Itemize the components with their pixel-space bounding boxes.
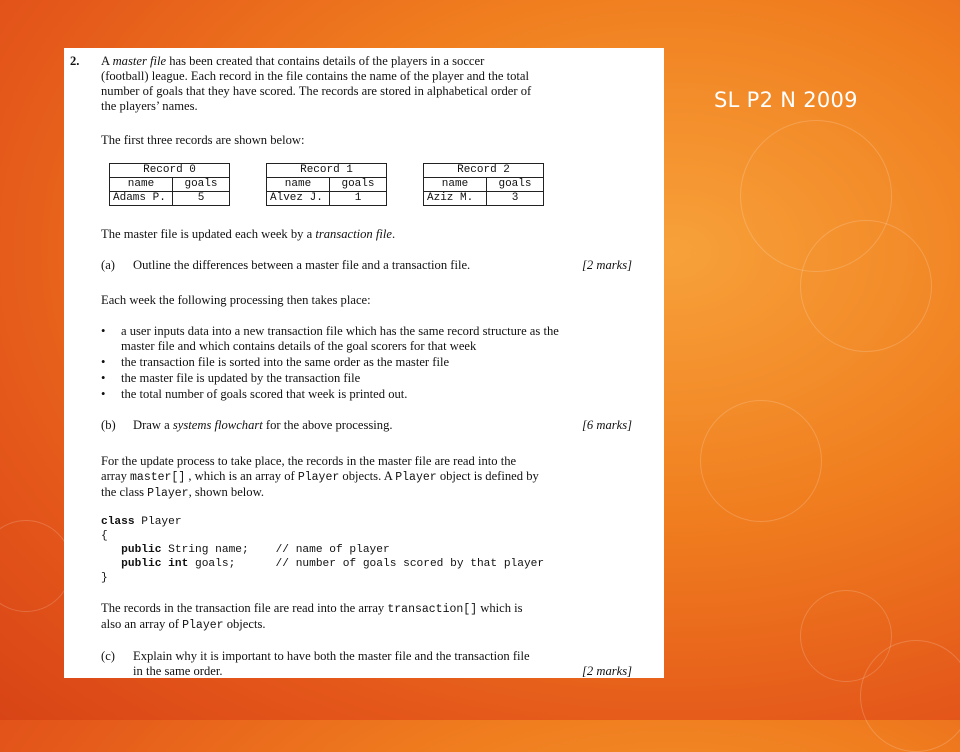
record-name: Adams P. (110, 192, 173, 206)
bullet-icon: • (101, 387, 106, 401)
record-table (109, 163, 230, 206)
player-class-code (101, 515, 544, 585)
update-statement: The master file is updated each week by a transaction file. (101, 227, 396, 241)
part-a-marks: [2 marks] (582, 258, 633, 272)
intro-line-4: the players’ names. (101, 99, 198, 113)
record-name: Aziz M. (424, 192, 487, 206)
decorative-circle (860, 640, 960, 752)
part-a-label: (a) (101, 258, 115, 272)
part-c-marks: [2 marks] (582, 664, 633, 678)
goals-header: goals (330, 178, 387, 192)
part-c-line-1: Explain why it is important to have both the master file and the transaction file (133, 649, 530, 663)
intro-line-2: (football) league. Each record in the file contains the name of the player and the total (101, 69, 530, 83)
goals-header: goals (487, 178, 544, 192)
code-line: class Player (101, 516, 182, 528)
part-c-label: (c) (101, 649, 115, 663)
decorative-circle (800, 220, 932, 352)
exam-question-document: 2. A master file has been created that contains details of the players in a soccer (football) league. Each record in the file contains the name of the player and the total number of goals that they have scored. The records are stored in alphabetical order of the players’ names. The first three records are shown below: Record 0 name goals Adams P. 5 Record 1 name goals Alvez J. 1 Record 2 name goals Aziz M. 3 The master file is updated each week by a transaction file. (a) Outline the differences between a master file and a transaction file. [2 marks] Each week the following processing then takes place: • a user inputs data into a new transaction file which has the same record structure as the master file and which contains details of the goal scorers for that week • the transaction file is sorted into the same order as the master file • the master file is updated by the transaction file • the total number of goals scored that week is printed out. (b) Draw a systems flowchart for the above processing. [6 marks] For the update process to take place, the records in the master file are read into the array master[] , which is an array of Player objects. A Player object is defined by the class Player, shown below. class Player { public String name; // name of player public int goals; // number of goals scored by that player } The records in the transaction file are read into the array transaction[] which is also an array of Player objects. (c) Explain why it is important to have both the master file and the transaction file in the same order. [2 marks] (64, 48, 664, 678)
code-line: { (101, 530, 108, 542)
code-line: public String name; // name of player (101, 544, 390, 556)
record-title: Record 2 (424, 164, 544, 178)
name-header: name (267, 178, 330, 192)
part-b-marks: [6 marks] (582, 418, 633, 432)
processing-intro: Each week the following processing then takes place: (101, 293, 371, 307)
transaction-paragraph: The records in the transaction file are read into the array transaction[] which is also an array of Player objects. (101, 601, 523, 632)
intro-line-3: number of goals that they have scored. The records are stored in alphabetical order of (101, 84, 532, 98)
slide-title: SL P2 N 2009 (714, 88, 858, 112)
record-goals: 3 (487, 192, 544, 206)
code-line: public int goals; // number of goals scored by that player (101, 558, 545, 570)
intro-paragraph (101, 54, 561, 114)
goals-header: goals (173, 178, 230, 192)
question-number: 2. (70, 54, 80, 68)
code-line: } (101, 572, 108, 584)
name-header: name (424, 178, 487, 192)
decorative-circle (700, 400, 822, 522)
record-title: Record 1 (267, 164, 387, 178)
decorative-circle (0, 520, 72, 612)
records-intro: The first three records are shown below: (101, 133, 305, 147)
name-header: name (110, 178, 173, 192)
record-goals: 1 (330, 192, 387, 206)
part-a-text: Outline the differences between a master file and a transaction file. (133, 258, 471, 272)
part-b-text: Draw a systems flowchart for the above processing. (133, 418, 393, 432)
record-name: Alvez J. (267, 192, 330, 206)
intro-line-1: A master file has been created that contains details of the players in a soccer (101, 54, 485, 68)
part-b-label: (b) (101, 418, 116, 432)
bullet-icon: • (101, 355, 106, 369)
part-c-line-2: in the same order. (133, 664, 223, 678)
record-table (266, 163, 387, 206)
update-process-paragraph: For the update process to take place, the records in the master file are read into the array master[] , which is an array of Player objects. A Player object is defined by the class Player, shown below. (101, 454, 539, 500)
record-table (423, 163, 544, 206)
record-goals: 5 (173, 192, 230, 206)
bullet-icon: • (101, 371, 106, 385)
bullet-icon: • (101, 324, 106, 338)
record-title: Record 0 (110, 164, 230, 178)
